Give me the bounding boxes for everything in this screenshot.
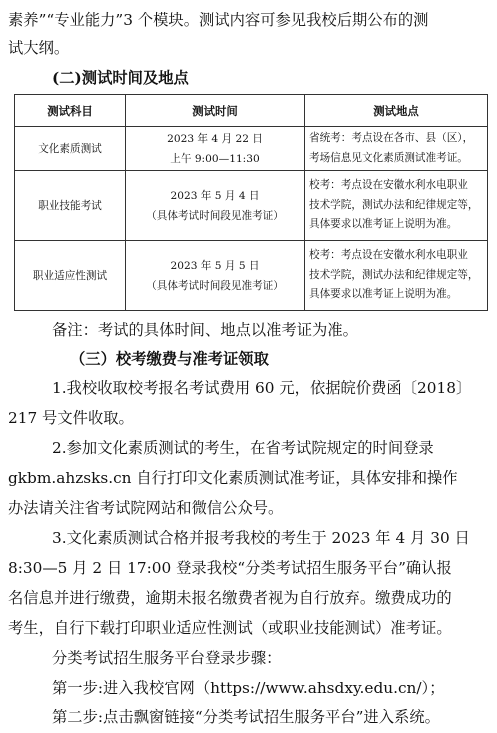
paragraph-line: 1.我校收取校考报名考试费用 60 元，依据皖价费函〔2018〕 bbox=[52, 379, 472, 397]
paragraph-line: gkbm.ahzsks.cn 自行打印文化素质测试准考证，具体安排和操作 bbox=[8, 469, 458, 487]
place-line: 校考：考点设在安徽水利水电职业 bbox=[309, 179, 468, 192]
header-subject: 测试科目 bbox=[15, 95, 126, 127]
place-line: 省统考：考点设在各市、县（区）， bbox=[309, 132, 474, 144]
section-heading-fees: （三）校考缴费与准考证领取 bbox=[70, 350, 269, 368]
time-line: （具体考试时间段见准考证） bbox=[146, 209, 284, 222]
paragraph-line: 素养”“专业能力”3 个模块。测试内容可参见我校后期公布的测 bbox=[8, 11, 429, 29]
table-header-row bbox=[15, 95, 488, 127]
paragraph-line: 名信息并进行缴费，逾期未报名缴费者视为自行放弃。缴费成功的 bbox=[8, 589, 452, 607]
time-line: 2023 年 5 月 4 日 bbox=[170, 189, 260, 202]
paragraph-line: 分类考试招生服务平台登录步骤： bbox=[52, 649, 282, 667]
place-cell bbox=[305, 241, 488, 311]
section-heading-schedule: (二)测试时间及地点 bbox=[52, 69, 189, 87]
place-line: 技术学院，测试办法和纪律规定等， bbox=[309, 198, 479, 211]
time-line: 2023 年 4 月 22 日 bbox=[167, 132, 263, 145]
subject-cell: 文化素质测试 bbox=[15, 127, 126, 171]
paragraph-line: 217 号文件收取。 bbox=[8, 409, 134, 427]
paragraph-line: 考生，自行下载打印职业适应性测试（或职业技能测试）准考证。 bbox=[8, 619, 452, 637]
time-cell bbox=[126, 127, 305, 171]
paragraph-line: 试大纲。 bbox=[8, 39, 70, 57]
place-line: 校考：考点设在安徽水利水电职业 bbox=[309, 249, 468, 262]
step-line: 第一步:进入我校官网（https://www.ahsdxy.edu.cn/）； bbox=[52, 679, 445, 697]
subject-cell: 职业技能考试 bbox=[15, 171, 126, 241]
place-cell bbox=[305, 171, 488, 241]
place-line: 具体要求以准考证上说明为准。 bbox=[309, 288, 458, 301]
table-row bbox=[15, 127, 488, 171]
paragraph-line: 办法请关注省考试院网站和微信公众号。 bbox=[8, 499, 284, 517]
place-line: 考场信息见文化素质测试准考证。 bbox=[309, 151, 468, 164]
header-time: 测试时间 bbox=[126, 95, 305, 127]
time-cell bbox=[126, 171, 305, 241]
table-row bbox=[15, 241, 488, 311]
time-cell bbox=[126, 241, 305, 311]
time-line: 2023 年 5 月 5 日 bbox=[170, 259, 260, 272]
exam-schedule-table bbox=[14, 94, 488, 311]
paragraph-line: 8:30—5 月 2 日 17:00 登录我校“分类考试招生服务平台”确认报 bbox=[8, 559, 452, 577]
place-line: 技术学院，测试办法和纪律规定等， bbox=[309, 268, 479, 281]
note-line: 备注：考试的具体时间、地点以准考证为准。 bbox=[52, 321, 358, 339]
paragraph-line: 3.文化素质测试合格并报考我校的考生于 2023 年 4 月 30 日 bbox=[52, 529, 470, 547]
place-line: 具体要求以准考证上说明为准。 bbox=[309, 218, 458, 231]
subject-cell: 职业适应性测试 bbox=[15, 241, 126, 311]
place-cell bbox=[305, 127, 488, 171]
time-line: 上午 9:00—11:30 bbox=[170, 152, 260, 165]
header-place: 测试地点 bbox=[305, 95, 488, 127]
table-row bbox=[15, 171, 488, 241]
paragraph-line: 2.参加文化素质测试的考生，在省考试院规定的时间登录 bbox=[52, 439, 434, 457]
time-line: （具体考试时间段见准考证） bbox=[146, 279, 284, 292]
step-line: 第二步:点击飘窗链接“分类考试招生服务平台”进入系统。 bbox=[52, 708, 440, 726]
